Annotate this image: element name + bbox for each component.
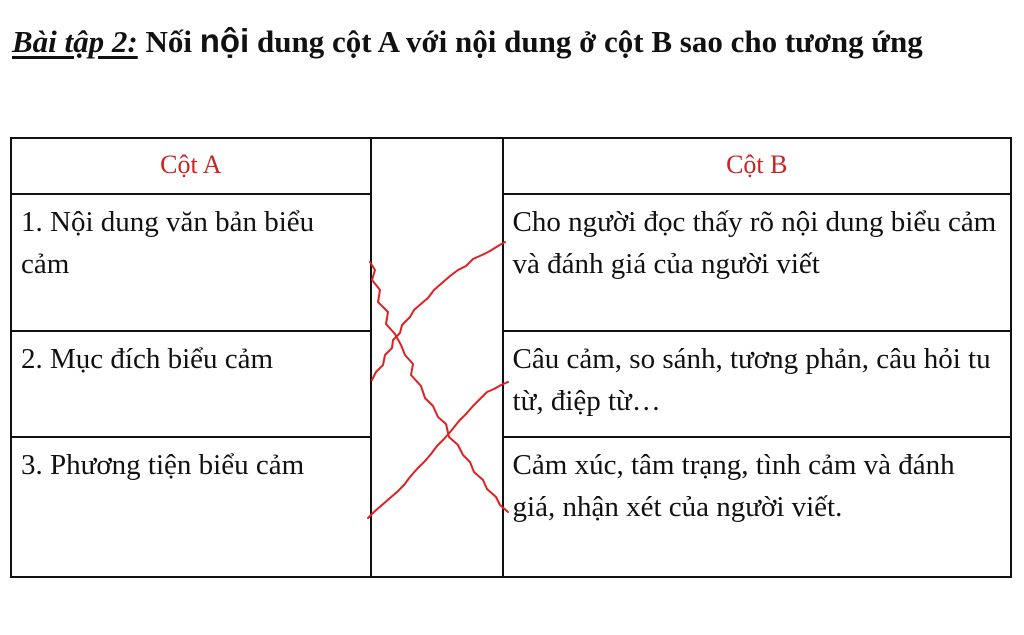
column-b-item-3: Cảm xúc, tâm trạng, tình cảm và đánh giá, nhận xét của người viết. [503, 437, 1011, 577]
column-a-item-1: 1. Nội dung văn bản biểu cảm [11, 194, 371, 331]
column-b-item-2: Câu cảm, so sánh, tương phản, câu hỏi tu từ, điệp từ… [503, 331, 1011, 437]
exercise-heading [12, 18, 1002, 65]
heading-text-emphasis: nội [199, 22, 250, 59]
column-b-item-1: Cho người đọc thấy rõ nội dung biểu cảm và đánh giá của người viết [503, 194, 1011, 331]
table-header-row [11, 138, 1011, 194]
matching-table [10, 137, 1012, 578]
heading-text-part-1: Nối [137, 24, 200, 59]
table-row [11, 331, 1011, 437]
column-a-header: Cột A [11, 138, 371, 194]
table-row [11, 194, 1011, 331]
table-row [11, 437, 1011, 577]
heading-text-part-2: dung cột A với nội dung ở cột B sao cho tương ứng [249, 24, 923, 59]
column-b-header: Cột B [503, 138, 1011, 194]
column-a-item-2: 2. Mục đích biểu cảm [11, 331, 371, 437]
exercise-label: Bài tập 2: [12, 24, 138, 59]
connector-column [371, 138, 503, 577]
column-a-item-3: 3. Phương tiện biểu cảm [11, 437, 371, 577]
